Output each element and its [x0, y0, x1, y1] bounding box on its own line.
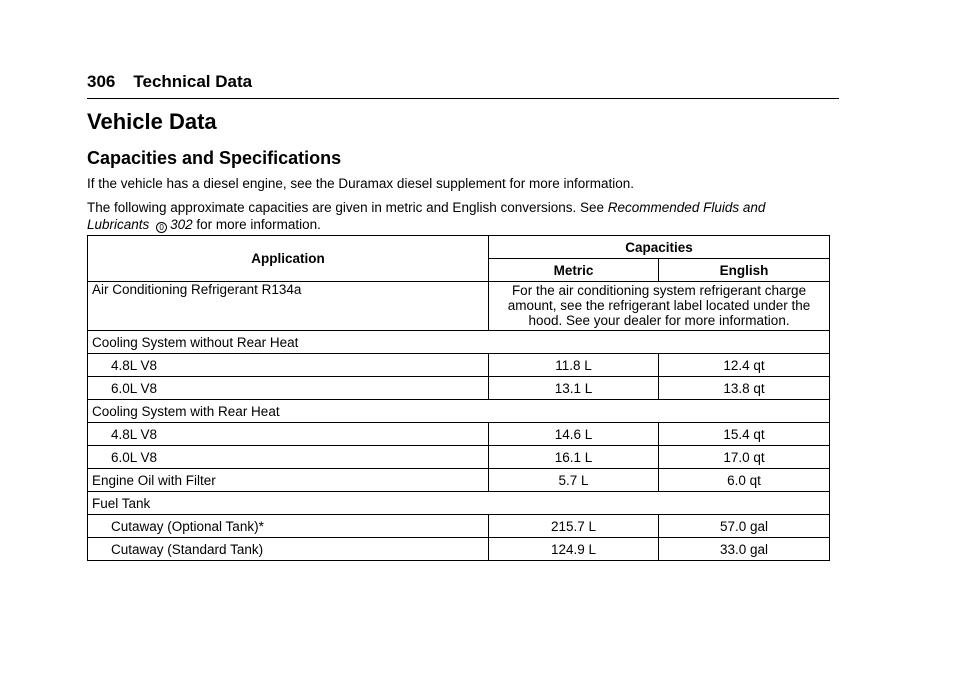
group-label: Fuel Tank — [88, 492, 830, 515]
note-text-after: for more information. — [192, 217, 321, 232]
fluids-link[interactable]: Recommended Fluids and Lubricants — [87, 200, 766, 232]
section-heading: Capacities and Specifications — [87, 148, 342, 168]
row-label: 4.8L V8 — [88, 423, 489, 446]
table-row — [88, 400, 830, 423]
page-title: Vehicle Data — [87, 109, 217, 134]
metric-value: 16.1 L — [489, 446, 659, 469]
english-value: 33.0 gal — [659, 538, 830, 561]
header-english: English — [659, 259, 830, 282]
metric-value: 11.8 L — [489, 354, 659, 377]
table-row — [88, 377, 830, 400]
metric-value: 5.7 L — [489, 469, 659, 492]
row-label: Engine Oil with Filter — [88, 469, 489, 492]
note-paragraph — [87, 199, 827, 233]
row-label: 4.8L V8 — [88, 354, 489, 377]
english-value: 15.4 qt — [659, 423, 830, 446]
table-row — [88, 515, 830, 538]
table-row — [88, 423, 830, 446]
header-rule — [87, 98, 839, 99]
metric-value: 124.9 L — [489, 538, 659, 561]
table-row — [88, 446, 830, 469]
english-value: 13.8 qt — [659, 377, 830, 400]
row-label: Air Conditioning Refrigerant R134a — [88, 282, 489, 331]
table-row — [88, 492, 830, 515]
metric-value: 13.1 L — [489, 377, 659, 400]
ac-note: For the air conditioning system refrigerant charge amount, see the refrigerant label located under the hood. See your dealer for more information. — [489, 282, 830, 331]
english-value: 6.0 qt — [659, 469, 830, 492]
table-row — [88, 354, 830, 377]
english-value: 57.0 gal — [659, 515, 830, 538]
english-value: 12.4 qt — [659, 354, 830, 377]
metric-value: 14.6 L — [489, 423, 659, 446]
row-label: Cutaway (Optional Tank)* — [88, 515, 489, 538]
header-capacities: Capacities — [489, 236, 830, 259]
note-text-before: The following approximate capacities are given in metric and English conversions. See — [87, 200, 608, 215]
table-row — [88, 331, 830, 354]
page-number: 306 — [87, 72, 116, 91]
intro-paragraph: If the vehicle has a diesel engine, see the Duramax diesel supplement for more information. — [87, 176, 635, 191]
capacities-table — [87, 235, 830, 561]
page-ref-icon: 0 — [156, 222, 167, 233]
group-label: Cooling System without Rear Heat — [88, 331, 830, 354]
section-title: Technical Data — [133, 72, 253, 91]
header-metric: Metric — [489, 259, 659, 282]
page-ref[interactable]: 302 — [170, 217, 193, 232]
row-label: Cutaway (Standard Tank) — [88, 538, 489, 561]
header-application: Application — [88, 236, 489, 282]
page-header — [87, 72, 839, 92]
table-row — [88, 282, 830, 331]
english-value: 17.0 qt — [659, 446, 830, 469]
table-row — [88, 469, 830, 492]
metric-value: 215.7 L — [489, 515, 659, 538]
row-label: 6.0L V8 — [88, 446, 489, 469]
row-label: 6.0L V8 — [88, 377, 489, 400]
table-row — [88, 538, 830, 561]
group-label: Cooling System with Rear Heat — [88, 400, 830, 423]
